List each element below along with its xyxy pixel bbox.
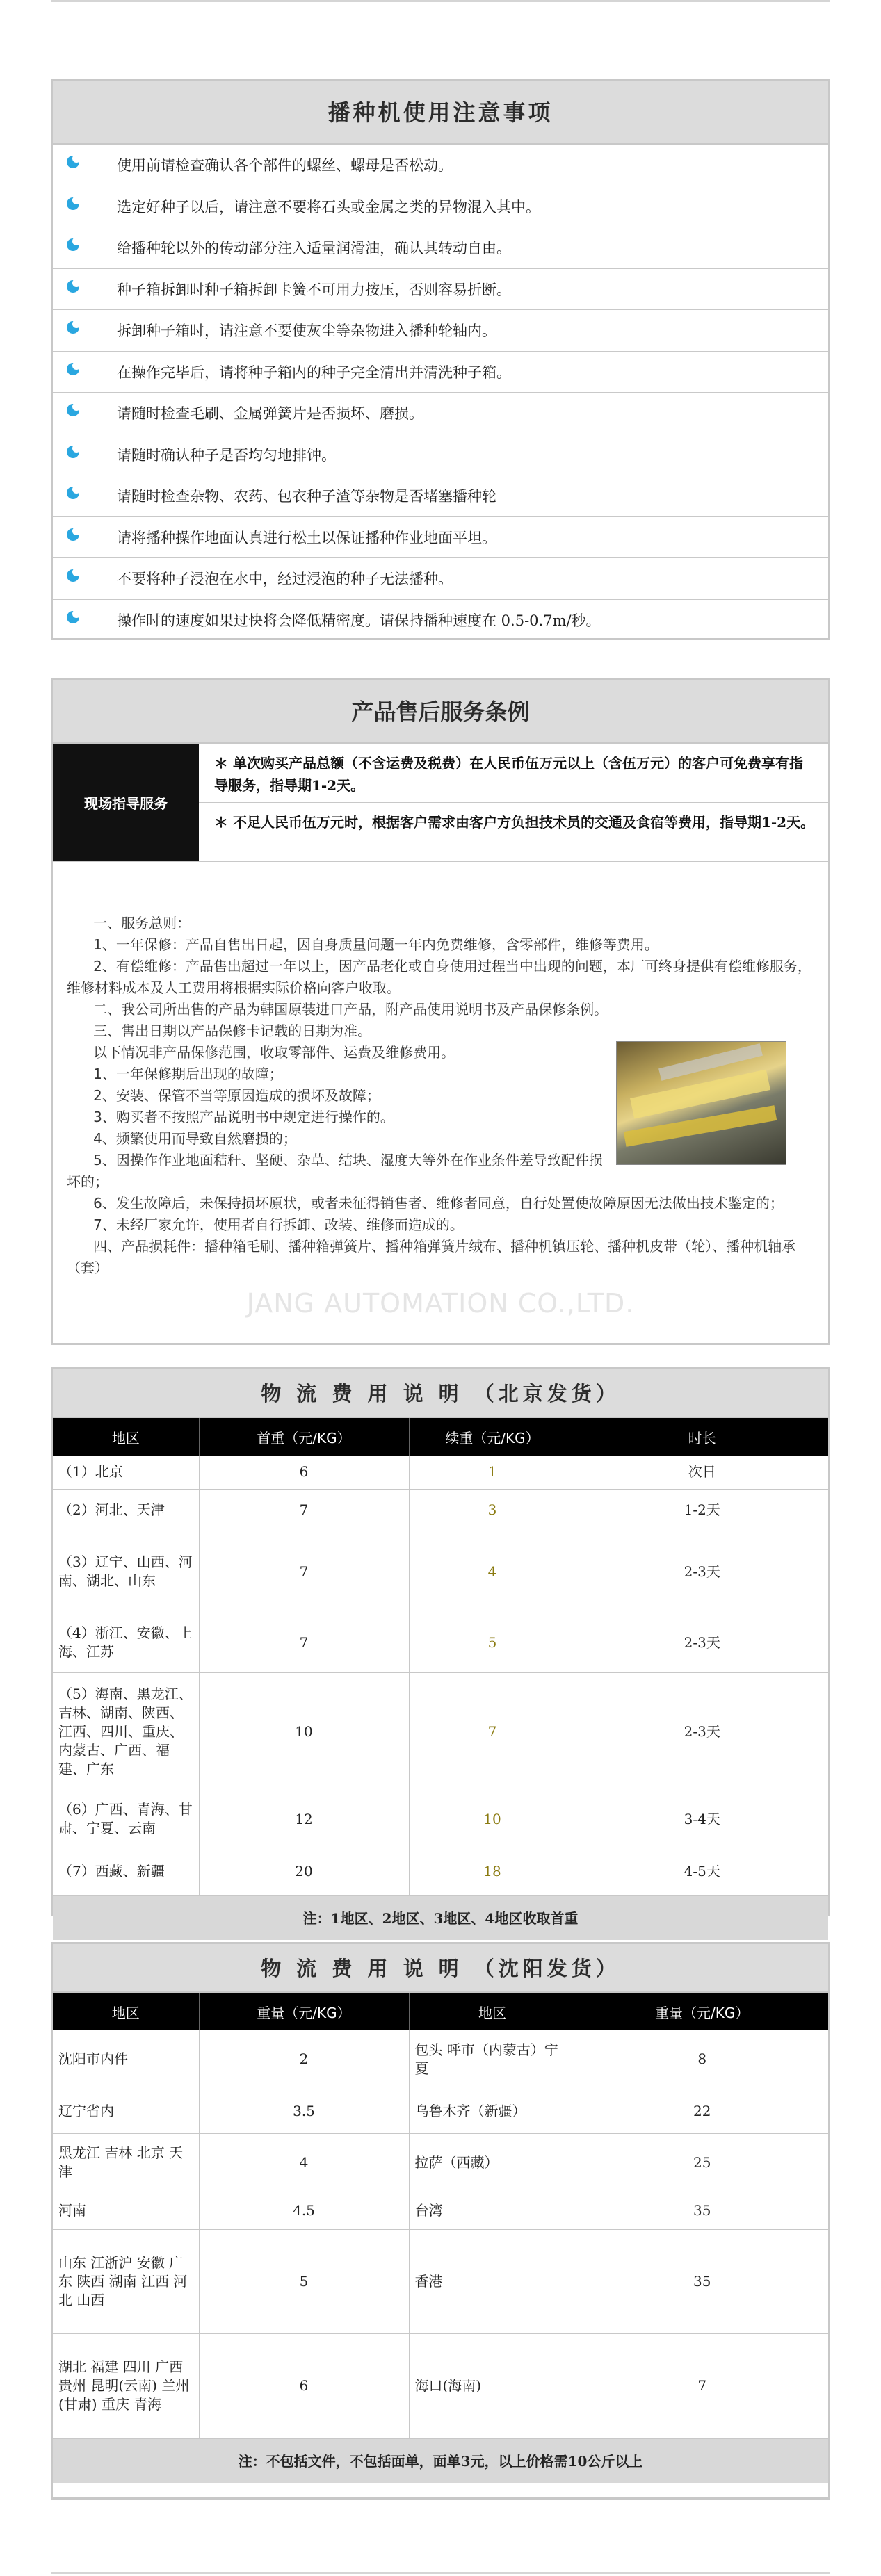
table-cell: 河南 <box>53 2192 199 2229</box>
logistics-shenyang-panel <box>51 1942 830 2500</box>
table-cell: 4 <box>199 2133 409 2192</box>
product-photo <box>616 1041 786 1165</box>
table-cell: 山东 江浙沪 安徽 广东 陕西 湖南 江西 河北 山西 <box>53 2229 199 2333</box>
term-line: 以下情况非产品保修范围，收取零部件、运费及维修费用。 <box>67 1044 455 1061</box>
table-row <box>53 1531 828 1613</box>
table-row <box>53 2030 828 2089</box>
table-cell: 2-3天 <box>576 1672 828 1791</box>
onsite-guidance-row <box>53 744 828 862</box>
term-line: 4、频繁使用而导致自然磨损的； <box>67 1130 297 1147</box>
table-cell: 7 <box>576 2333 828 2438</box>
table-cell: 1 <box>409 1456 576 1489</box>
note-item <box>53 558 828 600</box>
note-item <box>53 310 828 352</box>
table-cell: 25 <box>576 2133 828 2192</box>
note-text: 操作时的速度如果过快将会降低精密度。请保持播种速度在 0.5-0.7m/秒。 <box>117 612 601 630</box>
table-cell: 辽宁省内 <box>53 2089 199 2133</box>
note-text: 使用前请检查确认各个部件的螺丝、螺母是否松动。 <box>117 157 453 174</box>
table-cell: 4 <box>409 1531 576 1613</box>
column-header: 首重（元/KG） <box>199 1418 409 1456</box>
bullet-icon <box>65 527 82 544</box>
column-header: 重量（元/KG） <box>576 1993 828 2030</box>
note-item <box>53 269 828 311</box>
note-item <box>53 434 828 476</box>
bottom-divider <box>51 2572 830 2574</box>
table-cell: 6 <box>199 2333 409 2438</box>
note-item <box>53 600 828 642</box>
table-cell: （7）西藏、新疆 <box>53 1848 199 1895</box>
term-line: 四、产品损耗件：播种箱毛刷、播种箱弹簧片、播种箱弹簧片绒布、播种机镇压轮、播种机皮带（轮）、播种机轴承（套） <box>67 1238 796 1276</box>
table-cell: （1）北京 <box>53 1456 199 1489</box>
table-cell: 7 <box>199 1613 409 1672</box>
column-header: 地区 <box>53 1418 199 1456</box>
table-cell: 5 <box>199 2229 409 2333</box>
notes-list <box>53 145 828 641</box>
table-row <box>53 1848 828 1895</box>
table-cell: 2 <box>199 2030 409 2089</box>
guidance-item-2: ＊ 不足人民币伍万元时，根据客户需求由客户方负担技术员的交通及食宿等费用，指导期1-2天。 <box>199 802 828 861</box>
table-row <box>53 1489 828 1531</box>
company-watermark: JANG AUTOMATION CO.,LTD. <box>246 1288 635 1319</box>
table-cell: 香港 <box>409 2229 576 2333</box>
table-cell: （6）广西、青海、甘肃、宁夏、云南 <box>53 1791 199 1848</box>
table-cell: 18 <box>409 1848 576 1895</box>
table-cell: 3.5 <box>199 2089 409 2133</box>
note-text: 给播种轮以外的传动部分注入适量润滑油，确认其转动自由。 <box>117 240 511 257</box>
term-line: 3、购买者不按照产品说明书中规定进行操作的。 <box>67 1109 394 1125</box>
table-cell: 7 <box>199 1531 409 1613</box>
term-line: 1、一年保修期后出现的故障； <box>67 1066 283 1082</box>
top-divider <box>51 0 830 2</box>
table-cell: 3-4天 <box>576 1791 828 1848</box>
guidance-item-1: ＊ 单次购买产品总额（不含运费及税费）在人民币伍万元以上（含伍万元）的客户可免费享有指导服务，指导期1-2天。 <box>214 755 803 794</box>
term-line: 5、因操作作业地面秸秆、坚硬、杂草、结块、湿度大等外在作业条件差导致配件损坏的； <box>67 1152 603 1190</box>
logistics-beijing-panel <box>51 1367 830 1927</box>
table-cell: 拉萨（西藏） <box>409 2133 576 2192</box>
bullet-icon <box>65 444 82 461</box>
term-line: 6、发生故障后，未保持损坏原状，或者未征得销售者、维修者同意，自行处置使故障原因无法做出技术鉴定的； <box>67 1195 784 1212</box>
bullet-icon <box>65 196 82 213</box>
notes-title: 播种机使用注意事项 <box>53 81 828 145</box>
table-cell: （2）河北、天津 <box>53 1489 199 1531</box>
service-title: 产品售后服务条例 <box>53 680 828 744</box>
bullet-icon <box>65 279 82 295</box>
table-cell: 沈阳市内件 <box>53 2030 199 2089</box>
table-cell: 湖北 福建 四川 广西 贵州 昆明(云南) 兰州(甘肃) 重庆 青海 <box>53 2333 199 2438</box>
term-line: 1、一年保修：产品自售出日起，因自身质量问题一年内免费维修，含零部件，维修等费用。 <box>67 936 658 953</box>
note-text: 请随时检查毛刷、金属弹簧片是否损坏、磨损。 <box>117 405 423 423</box>
bullet-icon <box>65 237 82 254</box>
term-line: 2、安装、保管不当等原因造成的损坏及故障； <box>67 1087 380 1104</box>
table-row <box>53 2333 828 2438</box>
table-cell: 3 <box>409 1489 576 1531</box>
note-text: 请将播种操作地面认真进行松土以保证播种作业地面平坦。 <box>117 529 496 546</box>
table-cell: （5）海南、黑龙江、吉林、湖南、陕西、江西、四川、重庆、内蒙古、广西、福建、广东 <box>53 1672 199 1791</box>
bullet-icon <box>65 485 82 502</box>
table-cell: 6 <box>199 1456 409 1489</box>
table-cell: 7 <box>409 1672 576 1791</box>
bullet-icon <box>65 154 82 171</box>
note-item <box>53 352 828 393</box>
table-cell: 2-3天 <box>576 1613 828 1672</box>
term-line: 7、未经厂家允许，使用者自行拆卸、改装、维修而造成的。 <box>67 1216 464 1233</box>
table-cell: （4）浙江、安徽、上海、江苏 <box>53 1613 199 1672</box>
table-cell: （3）辽宁、山西、河南、湖北、山东 <box>53 1531 199 1613</box>
table-cell: 黑龙江 吉林 北京 天津 <box>53 2133 199 2192</box>
note-item <box>53 517 828 559</box>
column-header: 重量（元/KG） <box>199 1993 409 2030</box>
term-line: 2、有偿维修：产品售出超过一年以上，因产品老化或自身使用过程当中出现的问题，本厂可终身提供有偿维修服务，维修材料成本及人工费用将根据实际价格向客户收取。 <box>67 958 811 996</box>
note-text: 在操作完毕后，请将种子箱内的种子完全清出并清洗种子箱。 <box>117 364 511 381</box>
beijing-title: 物 流 费 用 说 明 （北京发货） <box>53 1369 828 1418</box>
table-cell: 35 <box>576 2229 828 2333</box>
term-line: 一、服务总则： <box>67 915 191 931</box>
table-cell: 海口(海南) <box>409 2333 576 2438</box>
bullet-icon <box>65 361 82 378</box>
table-cell: 乌鲁木齐（新疆） <box>409 2089 576 2133</box>
shenyang-note: 注：不包括文件，不包括面单，面单3元，以上价格需10公斤以上 <box>53 2438 828 2483</box>
table-cell: 5 <box>409 1613 576 1672</box>
note-item <box>53 475 828 517</box>
table-cell: 22 <box>576 2089 828 2133</box>
note-text: 种子箱拆卸时种子箱拆卸卡簧不可用力按压，否则容易折断。 <box>117 281 511 298</box>
onsite-guidance-label: 现场指导服务 <box>53 744 199 861</box>
table-cell: 7 <box>199 1489 409 1531</box>
note-text: 不要将种子浸泡在水中，经过浸泡的种子无法播种。 <box>117 571 453 588</box>
table-row <box>53 1613 828 1672</box>
table-row <box>53 2229 828 2333</box>
bullet-icon <box>65 320 82 336</box>
note-item <box>53 145 828 186</box>
bullet-icon <box>65 610 82 626</box>
note-text: 请随时确认种子是否均匀地排钟。 <box>117 446 336 464</box>
table-cell: 4.5 <box>199 2192 409 2229</box>
table-cell: 台湾 <box>409 2192 576 2229</box>
table-row <box>53 1791 828 1848</box>
shenyang-table <box>53 1993 828 2438</box>
table-cell: 包头 呼市（内蒙古）宁夏 <box>409 2030 576 2089</box>
table-cell: 10 <box>409 1791 576 1848</box>
table-cell: 4-5天 <box>576 1848 828 1895</box>
note-item <box>53 393 828 434</box>
shenyang-title: 物 流 费 用 说 明 （沈阳发货） <box>53 1944 828 1993</box>
column-header: 地区 <box>53 1993 199 2030</box>
beijing-table <box>53 1418 828 1896</box>
table-row <box>53 2133 828 2192</box>
column-header: 地区 <box>409 1993 576 2030</box>
term-line: 三、售出日期以产品保修卡记载的日期为准。 <box>67 1022 372 1039</box>
table-cell: 35 <box>576 2192 828 2229</box>
table-cell: 2-3天 <box>576 1531 828 1613</box>
bullet-icon <box>65 402 82 419</box>
usage-notes-panel <box>51 79 830 640</box>
note-text: 拆卸种子箱时，请注意不要使灰尘等杂物进入播种轮轴内。 <box>117 323 496 340</box>
table-cell: 8 <box>576 2030 828 2089</box>
column-header: 续重（元/KG） <box>409 1418 576 1456</box>
after-sales-panel <box>51 678 830 1345</box>
note-item <box>53 186 828 228</box>
note-text: 请随时检查杂物、农药、包衣种子渣等杂物是否堵塞播种轮 <box>117 488 496 505</box>
term-line: 二、我公司所出售的产品为韩国原装进口产品，附产品使用说明书及产品保修条例。 <box>67 1001 608 1018</box>
table-cell: 次日 <box>576 1456 828 1489</box>
table-row <box>53 1672 828 1791</box>
table-cell: 12 <box>199 1791 409 1848</box>
table-cell: 10 <box>199 1672 409 1791</box>
column-header: 时长 <box>576 1418 828 1456</box>
note-text: 选定好种子以后，请注意不要将石头或金属之类的异物混入其中。 <box>117 198 540 215</box>
table-row <box>53 2192 828 2229</box>
beijing-note: 注：1地区、2地区、3地区、4地区收取首重 <box>53 1896 828 1940</box>
note-item <box>53 227 828 269</box>
table-row <box>53 2089 828 2133</box>
bullet-icon <box>65 568 82 585</box>
table-cell: 20 <box>199 1848 409 1895</box>
table-row <box>53 1456 828 1489</box>
table-cell: 1-2天 <box>576 1489 828 1531</box>
